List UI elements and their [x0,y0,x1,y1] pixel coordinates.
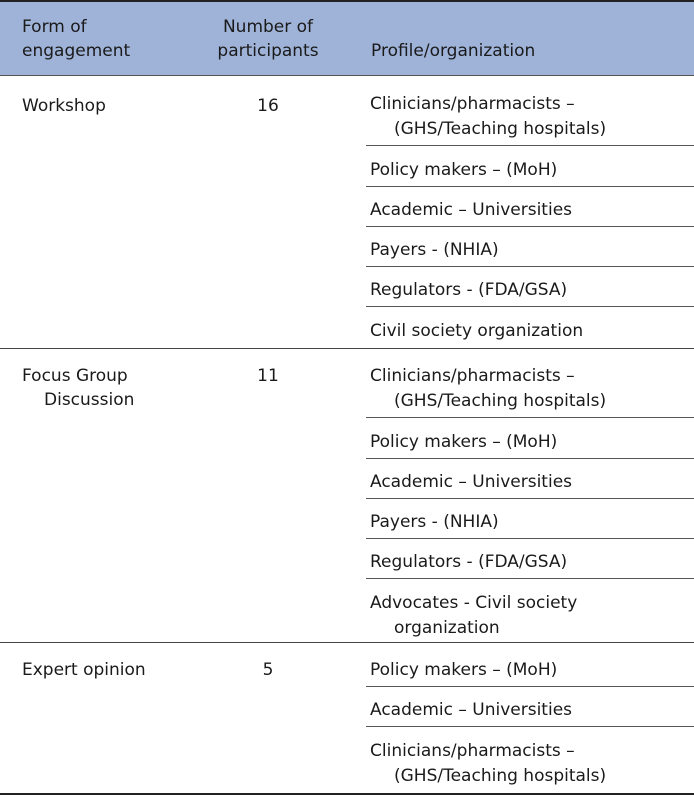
profile-separator [366,458,694,459]
participant-count-cell: 16 [257,96,279,116]
profile-line: Academic – Universities [370,200,573,220]
profile-line: Regulators - (FDA/GSA) [370,280,568,300]
profile-organization-cell [370,278,694,303]
profile-line: Advocates - Civil society [370,593,578,613]
form-of-engagement-cell [22,364,134,412]
profile-separator [366,417,694,418]
profile-line: (GHS/Teaching hospitals) [394,766,607,786]
profile-line: Civil society organization [370,321,584,341]
profile-separator [366,498,694,499]
profile-organization-cell [370,158,694,183]
profile-organization-cell [370,510,694,535]
form-of-engagement-cell [22,94,106,118]
profile-line: organization [394,618,500,638]
profile-separator [366,306,694,307]
profile-separator [366,686,694,687]
profile-organization-cell [370,591,694,641]
profile-line: Regulators - (FDA/GSA) [370,552,568,572]
profile-line: Payers - (NHIA) [370,240,499,260]
profile-organization-cell [370,198,694,223]
header-form-line1: Form of [22,17,87,37]
profile-organization-cell [370,319,694,344]
header-num-line2: participants [217,41,319,61]
table-bottom-rule [0,793,694,795]
profile-line: Policy makers – (MoH) [370,160,558,180]
profile-separator [366,226,694,227]
profile-organization-cell [370,430,694,455]
table-header [0,0,694,76]
header-form-of-engagement [22,15,130,63]
profile-line: Clinicians/pharmacists – [370,741,575,761]
profile-separator [366,726,694,727]
profile-organization-cell [370,658,694,683]
profile-organization-cell [370,92,694,142]
profile-organization-cell [370,238,694,263]
profile-separator [366,145,694,146]
header-num-line1: Number of [222,17,314,37]
profile-organization-cell [370,739,694,789]
header-profile-organization: Profile/organization [371,41,536,61]
profile-line: Clinicians/pharmacists – [370,366,575,386]
form-line1: Focus Group [22,366,128,386]
profile-line: Policy makers – (MoH) [370,432,558,452]
profile-line: Academic – Universities [370,700,573,720]
profile-line: Clinicians/pharmacists – [370,94,575,114]
participant-count-cell: 5 [262,660,274,680]
profile-line: Academic – Universities [370,472,573,492]
profile-line: (GHS/Teaching hospitals) [394,391,607,411]
profile-organization-cell [370,698,694,723]
profile-separator [366,538,694,539]
group-divider [0,348,694,349]
participant-count-cell: 11 [257,366,279,386]
form-line1: Workshop [22,96,106,116]
profile-separator [366,266,694,267]
header-number-of-participants [212,15,324,63]
group-divider [0,642,694,643]
profile-line: Policy makers – (MoH) [370,660,558,680]
profile-line: (GHS/Teaching hospitals) [394,119,607,139]
profile-separator [366,186,694,187]
profile-line: Payers - (NHIA) [370,512,499,532]
header-form-line2: engagement [22,41,131,61]
profile-organization-cell [370,550,694,575]
form-line2: Discussion [44,390,135,410]
profile-organization-cell [370,364,694,414]
form-line1: Expert opinion [22,660,146,680]
profile-organization-cell [370,470,694,495]
form-of-engagement-cell [22,658,146,682]
profile-separator [366,578,694,579]
